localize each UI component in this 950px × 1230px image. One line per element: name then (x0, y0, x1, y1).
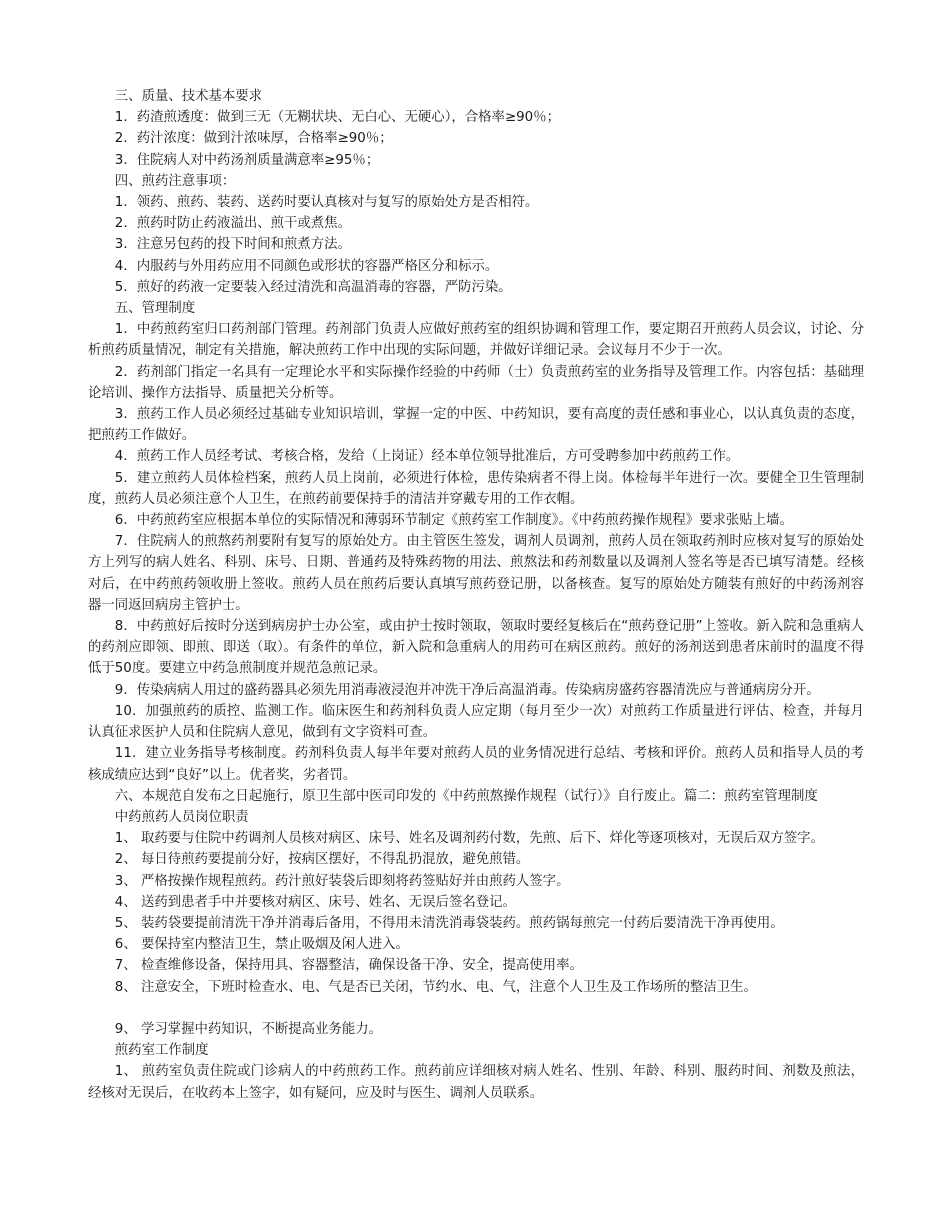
list-item: 3．注意另包药的投下时间和煎煮方法。 (114, 237, 351, 253)
list-item: 5．煎好的药液一定要装入经过清洗和高温消毒的容器，严防污染。 (114, 279, 512, 295)
list-item: 11．建立业务指导考核制度。药剂科负责人每半年要对煎药人员的业务情况进行总结、考核和评价。煎药人员和指导人员的考核成绩应达到“良好”以上。优者奖，劣者罚。 (88, 746, 864, 783)
list-item: 4．内服药与外用药应用不同颜色或形状的容器严格区分和标示。 (114, 258, 499, 274)
section-heading: 五、管理制度 (114, 301, 196, 317)
list-item: 4、 送药到患者手中并要核对病区、床号、姓名、无误后签名登记。 (114, 894, 516, 910)
list-item: 7、 检查维修设备，保持用具、容器整洁，确保设备干净、安全，提高使用率。 (114, 958, 583, 974)
section-heading: 中药煎药人员岗位职责 (114, 809, 249, 825)
list-item: 4．煎药工作人员经考试、考核合格，发给（上岗证）经本单位领导批准后，方可受聘参加中药煎药工作。 (114, 449, 740, 465)
list-item: 1、 取药要与住院中药调剂人员核对病区、床号、姓名及调剂药付数，先煎、后下、烊化等逐项核对，无误后双方签字。 (114, 831, 824, 847)
list-item: 10．加强煎药的质控、监测工作。临床医生和药剂科负责人应定期（每月至少一次）对煎药工作质量进行评估、检查，并每月认真征求医护人员和住院病人意见，做到有文字资料可查。 (88, 703, 864, 741)
list-item: 9、 学习掌握中药知识，不断提高业务能力。 (114, 1021, 382, 1037)
list-item: 9．传染病病人用过的盛药器具必须先用消毒液浸泡并冲洗干净后高温消毒。传染病房盛药容器清洗应与普通病房分开。 (114, 682, 820, 698)
list-item: 1．药渣煎透度：做到三无（无糊状块、无白心、无硬心），合格率≥90％； (114, 110, 560, 126)
document-body (88, 86, 864, 1104)
section-heading: 六、本规范自发布之日起施行，原卫生部中医司印发的《中药煎熬操作规程（试行）》自行废止。篇二：煎药室管理制度 (114, 788, 818, 804)
list-item: 8．中药煎好后按时分送到病房护士办公室，或由护士按时领取，领取时要经复核后在“煎药登记册”上签收。新入院和急重病人的药剂应即领、即煎、即送（取）。有条件的单位，新入院和急重病人的用药可在病区煎药。煎好的汤剂送到患者床前时的温度不得低于50度。要建立中药急煎制度并规范急煎记录。 (88, 619, 864, 677)
list-item: 3．住院病人对中药汤剂质量满意率≥95％； (114, 152, 380, 168)
list-item: 3．煎药工作人员必须经过基础专业知识培训，掌握一定的中医、中药知识，要有高度的责任感和事业心，以认真负责的态度，把煎药工作做好。 (88, 407, 864, 444)
list-item: 6．中药煎药室应根据本单位的实际情况和薄弱环节制定《煎药室工作制度》。《中药煎药操作规程》要求张贴上墙。 (114, 513, 793, 529)
list-item: 7．住院病人的煎熬药剂要附有复写的原始处方。由主管医生签发，调剂人员调剂，煎药人员在领取药剂时应核对复写的原始处方上列写的病人姓名、科别、床号、日期、普通药及特殊药物的用法、煎熬法和药剂数量以及调剂人签名等是否已填写清楚。经核对后，在中药煎药领收册上签收。煎药人员在煎药后要认真填写煎药登记册，以备核查。复写的原始处方随装有煎好的中药汤剂容器一同返回病房主管护士。 (88, 534, 864, 613)
list-item: 1．中药煎药室归口药剂部门管理。药剂部门负责人应做好煎药室的组织协调和管理工作，要定期召开煎药人员会议，讨论、分析煎药质量情况，制定有关措施，解决煎药工作中出现的实际问题，并做好详细记录。会议每月不少于一次。 (88, 322, 864, 359)
section-heading: 四、煎药注意事项： (114, 173, 236, 189)
list-item: 1．领药、煎药、装药、送药时要认真核对与复写的原始处方是否相符。 (114, 195, 539, 211)
list-item: 3、 严格按操作规程煎药。药汁煎好装袋后即刻将药签贴好并由煎药人签字。 (114, 873, 570, 889)
list-item: 2、 每日待煎药要提前分好，按病区摆好，不得乱扔混放，避免煎错。 (114, 852, 530, 868)
list-item: 6、 要保持室内整洁卫生，禁止吸烟及闲人进入。 (114, 937, 409, 953)
list-item: 2．煎药时防止药液溢出、煎干或煮焦。 (114, 216, 351, 232)
section-heading: 三、质量、技术基本要求 (114, 89, 263, 104)
section-heading: 煎药室工作制度 (114, 1043, 209, 1059)
list-item: 2．药剂部门指定一名具有一定理论水平和实际操作经验的中药师（士）负责煎药室的业务指导及管理工作。内容包括：基础理论培训、操作方法指导、质量把关分析等。 (88, 364, 864, 401)
list-item: 5、 装药袋要提前清洗干净并消毒后备用，不得用未清洗消毒袋装药。煎药锅每煎完一付药后要清洗干净再使用。 (114, 915, 784, 931)
list-item: 2．药汁浓度：做到汁浓味厚，合格率≥90％； (114, 131, 393, 147)
list-item: 5．建立煎药人员体检档案，煎药人员上岗前，必须进行体检，患传染病者不得上岗。体检每半年进行一次。要健全卫生管理制度，煎药人员必须注意个人卫生，在煎药前要保持手的清洁并穿戴专用的工作衣帽。 (88, 470, 864, 507)
list-item: 1、 煎药室负责住院或门诊病人的中药煎药工作。煎药前应详细核对病人姓名、性别、年龄、科别、服药时间、剂数及煎法，经核对无误后，在收药本上签字，如有疑问，应及时与医生、调剂人员联系。 (88, 1064, 864, 1101)
list-item: 8、 注意安全，下班时检查水、电、气是否已关闭，节约水、电、气，注意个人卫生及工作场所的整洁卫生。 (114, 979, 757, 995)
